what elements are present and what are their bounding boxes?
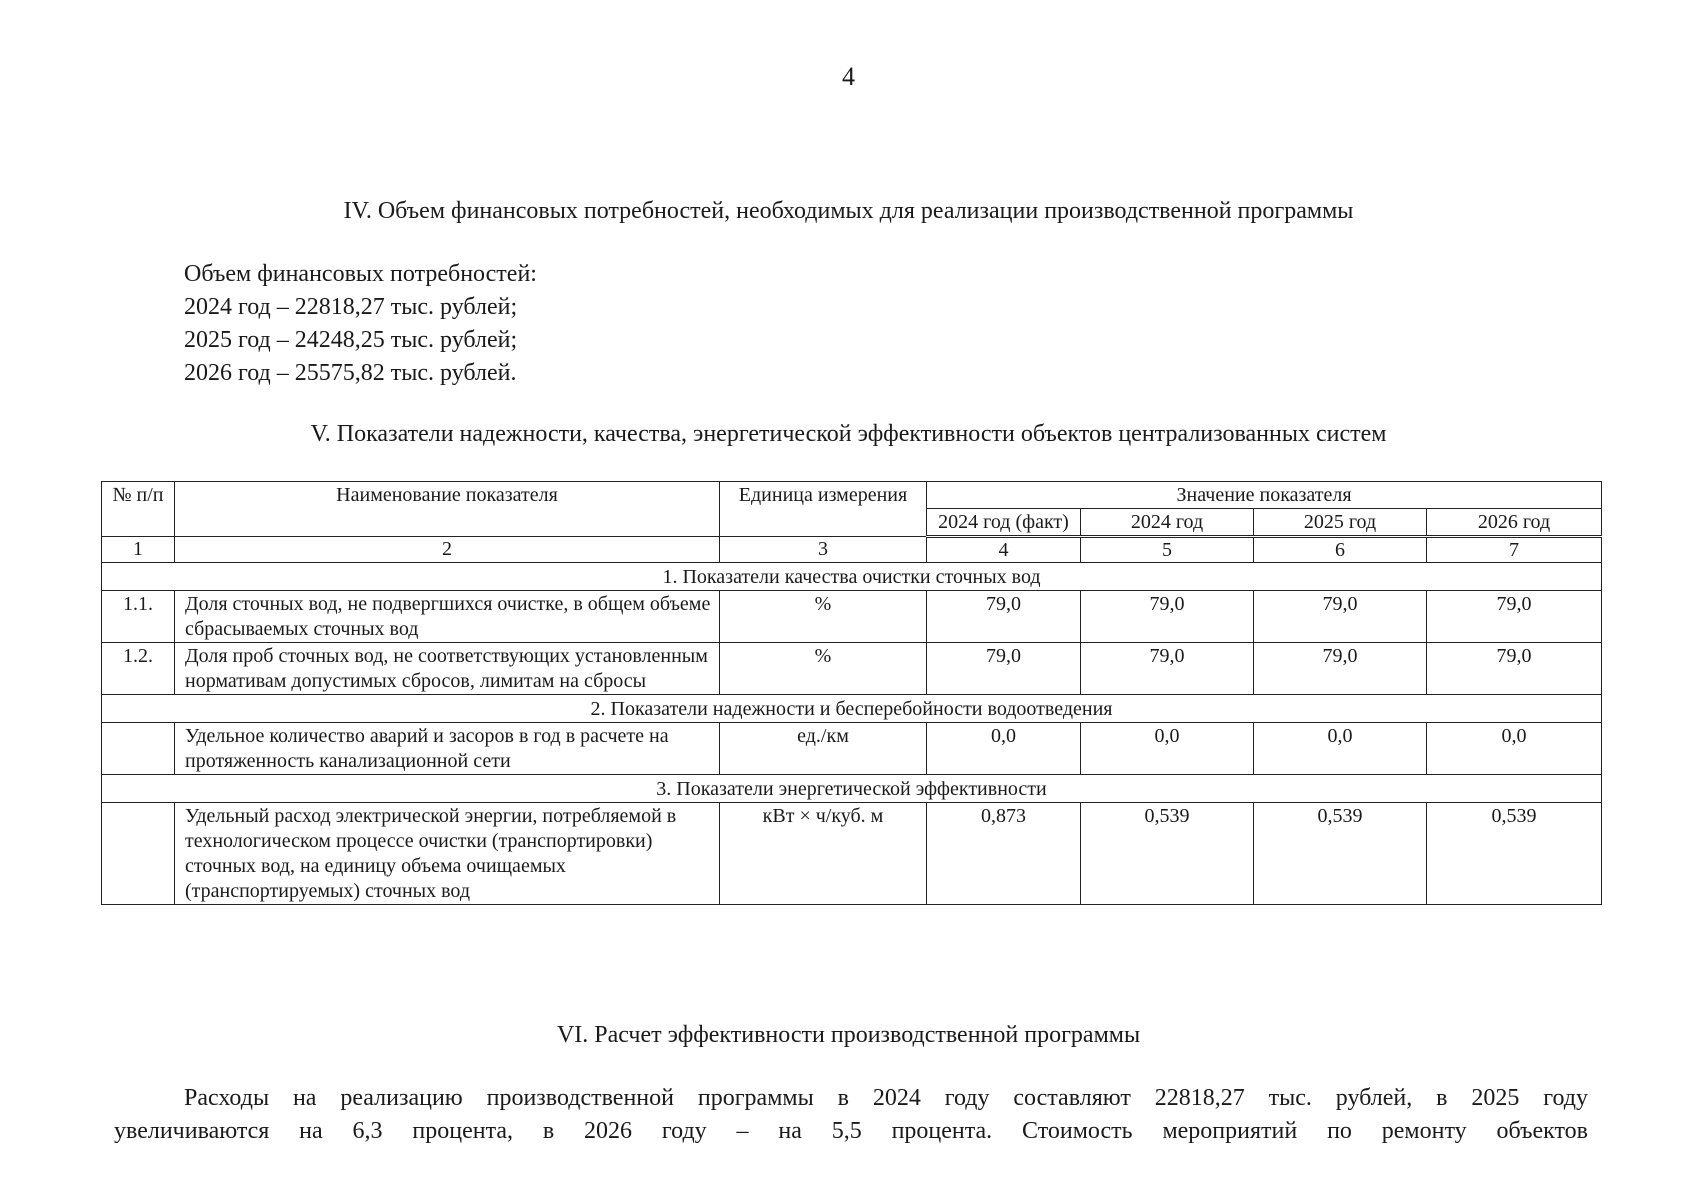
header-num: № п/п bbox=[102, 482, 175, 537]
row-value: 79,0 bbox=[927, 643, 1081, 695]
row-name: Доля сточных вод, не подвергшихся очистке, в общем объеме сбрасываемых сточных вод bbox=[175, 591, 720, 643]
header-year-2026: 2026 год bbox=[1427, 509, 1602, 537]
financial-needs-intro: Объем финансовых потребностей: bbox=[184, 261, 537, 287]
row-value: 0,0 bbox=[927, 723, 1081, 775]
row-value: 0,0 bbox=[1254, 723, 1427, 775]
row-unit: кВт × ч/куб. м bbox=[720, 803, 927, 905]
indicators-table bbox=[101, 481, 1602, 905]
section-4-heading: IV. Объем финансовых потребностей, необходимых для реализации производственной программы bbox=[343, 198, 1354, 224]
row-name: Удельное количество аварий и засоров в год в расчете на протяженность канализационной сети bbox=[175, 723, 720, 775]
page-number: 4 bbox=[842, 62, 855, 91]
row-value: 0,539 bbox=[1254, 803, 1427, 905]
section-title: 2. Показатели надежности и бесперебойности водоотведения bbox=[102, 695, 1602, 723]
column-number: 7 bbox=[1427, 537, 1602, 563]
section-title-row bbox=[102, 775, 1602, 803]
row-value: 0,873 bbox=[927, 803, 1081, 905]
column-number: 1 bbox=[102, 537, 175, 563]
section-title-row bbox=[102, 695, 1602, 723]
row-value: 79,0 bbox=[927, 591, 1081, 643]
header-row-top bbox=[102, 482, 1602, 509]
header-year-2024-fact: 2024 год (факт) bbox=[927, 509, 1081, 537]
financial-needs-2024: 2024 год – 22818,27 тыс. рублей; bbox=[184, 294, 518, 320]
table-row bbox=[102, 803, 1602, 905]
column-number: 5 bbox=[1081, 537, 1254, 563]
row-num: 1.1. bbox=[102, 591, 175, 643]
row-value: 79,0 bbox=[1254, 591, 1427, 643]
header-year-2025: 2025 год bbox=[1254, 509, 1427, 537]
paragraph-line: увеличиваются на 6,3 процента, в 2026 году – на 5,5 процента. Стоимость мероприятий по ремонту объектов bbox=[114, 1118, 1588, 1144]
row-unit: % bbox=[720, 591, 927, 643]
row-value: 79,0 bbox=[1081, 643, 1254, 695]
header-year-2024: 2024 год bbox=[1081, 509, 1254, 537]
section-title: 3. Показатели энергетической эффективности bbox=[102, 775, 1602, 803]
header-unit: Единица измерения bbox=[720, 482, 927, 537]
column-number: 6 bbox=[1254, 537, 1427, 563]
row-value: 79,0 bbox=[1427, 643, 1602, 695]
table-row bbox=[102, 591, 1602, 643]
financial-needs-block bbox=[184, 258, 537, 390]
row-num bbox=[102, 723, 175, 775]
row-name: Удельный расход электрической энергии, потребляемой в технологическом процессе очистки (транспортировки) сточных вод, на единицу объема очищаемых (транспортируемых) сточных вод bbox=[175, 803, 720, 905]
row-value: 79,0 bbox=[1254, 643, 1427, 695]
column-number: 2 bbox=[175, 537, 720, 563]
section-title: 1. Показатели качества очистки сточных вод bbox=[102, 563, 1602, 591]
column-numbers-row bbox=[102, 537, 1602, 563]
table-row bbox=[102, 643, 1602, 695]
row-value: 0,0 bbox=[1081, 723, 1254, 775]
row-num bbox=[102, 803, 175, 905]
header-name: Наименование показателя bbox=[175, 482, 720, 537]
section-title-row bbox=[102, 563, 1602, 591]
row-value: 79,0 bbox=[1427, 591, 1602, 643]
row-value: 79,0 bbox=[1081, 591, 1254, 643]
column-number: 4 bbox=[927, 537, 1081, 563]
financial-needs-2026: 2026 год – 25575,82 тыс. рублей. bbox=[184, 360, 517, 386]
row-num: 1.2. bbox=[102, 643, 175, 695]
row-unit: % bbox=[720, 643, 927, 695]
row-unit: ед./км bbox=[720, 723, 927, 775]
column-number: 3 bbox=[720, 537, 927, 563]
section-6-paragraph bbox=[114, 1082, 1588, 1148]
paragraph-line: Расходы на реализацию производственной программы в 2024 году составляют 22818,27 тыс. рублей, в 2025 году bbox=[184, 1085, 1588, 1111]
row-value: 0,0 bbox=[1427, 723, 1602, 775]
table-row bbox=[102, 723, 1602, 775]
section-6-heading: VI. Расчет эффективности производственной программы bbox=[556, 1022, 1141, 1048]
header-value-group: Значение показателя bbox=[927, 482, 1602, 509]
row-value: 0,539 bbox=[1427, 803, 1602, 905]
row-name: Доля проб сточных вод, не соответствующих установленным нормативам допустимых сбросов, лимитам на сбросы bbox=[175, 643, 720, 695]
financial-needs-2025: 2025 год – 24248,25 тыс. рублей; bbox=[184, 327, 518, 353]
section-5-heading: V. Показатели надежности, качества, энергетической эффективности объектов централизованных систем bbox=[310, 421, 1387, 447]
row-value: 0,539 bbox=[1081, 803, 1254, 905]
